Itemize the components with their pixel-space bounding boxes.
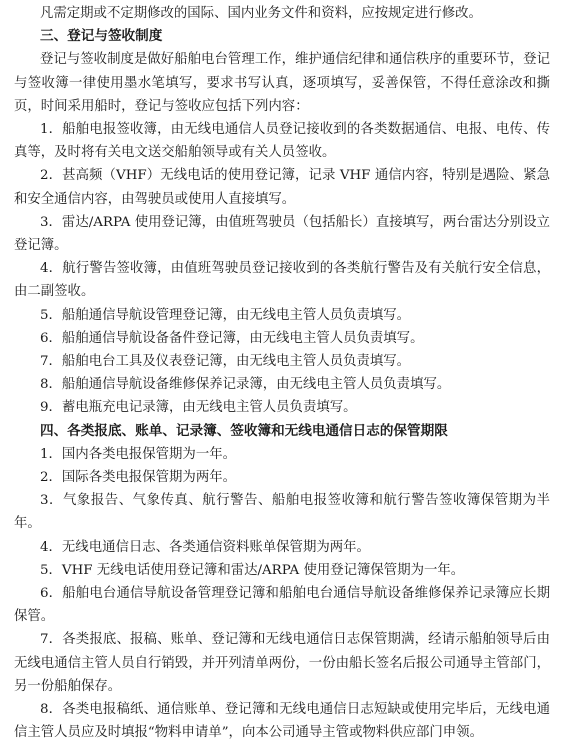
- section-4-item-1: 1．国内各类电报保管期为一年。: [40, 446, 236, 462]
- section-3-item-4: 4．航行警告签收簿，由值班驾驶员登记接收到的各类航行警告及有关航行安全信息，由二副签收。: [14, 261, 550, 300]
- section-3-item-8: 8．船舶通信导航设备维修保养记录簿，由无线电主管人员负责填写。: [40, 377, 451, 393]
- lead-paragraph: 凡需定期或不定期修改的国际、国内业务文件和资料，应按规定进行修改。: [40, 6, 482, 21]
- section-4-item-4: 4．无线电通信日志、各类通信资料账单保管期为两年。: [40, 539, 370, 555]
- section-3-item-5: 5．船舶通信导航设管理登记簿，由无线电主管人员负责填写。: [40, 307, 411, 323]
- section-4-item-2: 2．国际各类电报保管期为两年。: [40, 470, 236, 486]
- section-4-item-7: 7．各类报底、报稿、账单、登记簿和无线电通信日志保管期满，经请示船舶领导后由无线电通信主管人员自行销毁，并开列清单两份，一份由船长签名后报公司通导主管部门，另一份船舶保存。: [14, 632, 550, 694]
- section-4-item-5: 5．VHF 无线电话使用登记簿和雷达/ARPA 使用登记簿保管期为一年。: [40, 562, 465, 578]
- section-3-item-1: 1．船舶电报签收簿，由无线电通信人员登记接收到的各类数据通信、电报、电传、传真等，及时将有关电文送交船舶领导或有关人员签收。: [14, 122, 550, 161]
- section-3-intro: 登记与签收制度是做好船舶电台管理工作，维护通信纪律和通信秩序的重要环节，登记与签收簿一律使用墨水笔填写，要求书写认真，逐项填写，妥善保管，不得任意涂改和撕页，时间采用船时，登记与签收应包括下列内容：: [14, 52, 550, 114]
- section-3-item-6: 6．船舶通信导航设备备件登记簿，由无线电主管人员负责填写。: [40, 330, 424, 346]
- section-3-item-7: 7．船舶电台工具及仪表登记簿，由无线电主管人员负责填写。: [40, 354, 411, 370]
- section-3-item-9: 9．蓄电瓶充电记录簿，由无线电主管人员负责填写。: [40, 400, 357, 416]
- section-3-item-2: 2．甚高频（VHF）无线电话的使用登记簿，记录 VHF 通信内容，特别是遇险、紧急和安全通信内容，由驾驶员或使用人直接填写。: [14, 168, 550, 207]
- section-3-heading: 三、登记与签收制度: [40, 28, 163, 45]
- section-4-item-8: 8．各类电报稿纸、通信账单、登记簿和无线电通信日志短缺或使用完毕后，无线电通信主管人员应及时填报“物料申请单”，向本公司通导主管或物料供应部门申领。: [14, 702, 550, 741]
- section-4-heading: 四、各类报底、账单、记录簿、签收簿和无线电通信日志的保管期限: [40, 422, 448, 439]
- section-4-item-3: 3．气象报告、气象传真、航行警告、船舶电报签收簿和航行警告签收簿保管期为半年。: [14, 493, 550, 532]
- section-3-item-3: 3．雷达/ARPA 使用登记簿，由值班驾驶员（包括船长）直接填写，两台雷达分别设立登记簿。: [14, 214, 550, 254]
- section-4-item-6: 6．船舶电台通信导航设备管理登记簿和船舶电台通信导航设备维修保养记录簿应长期保管。: [14, 586, 550, 625]
